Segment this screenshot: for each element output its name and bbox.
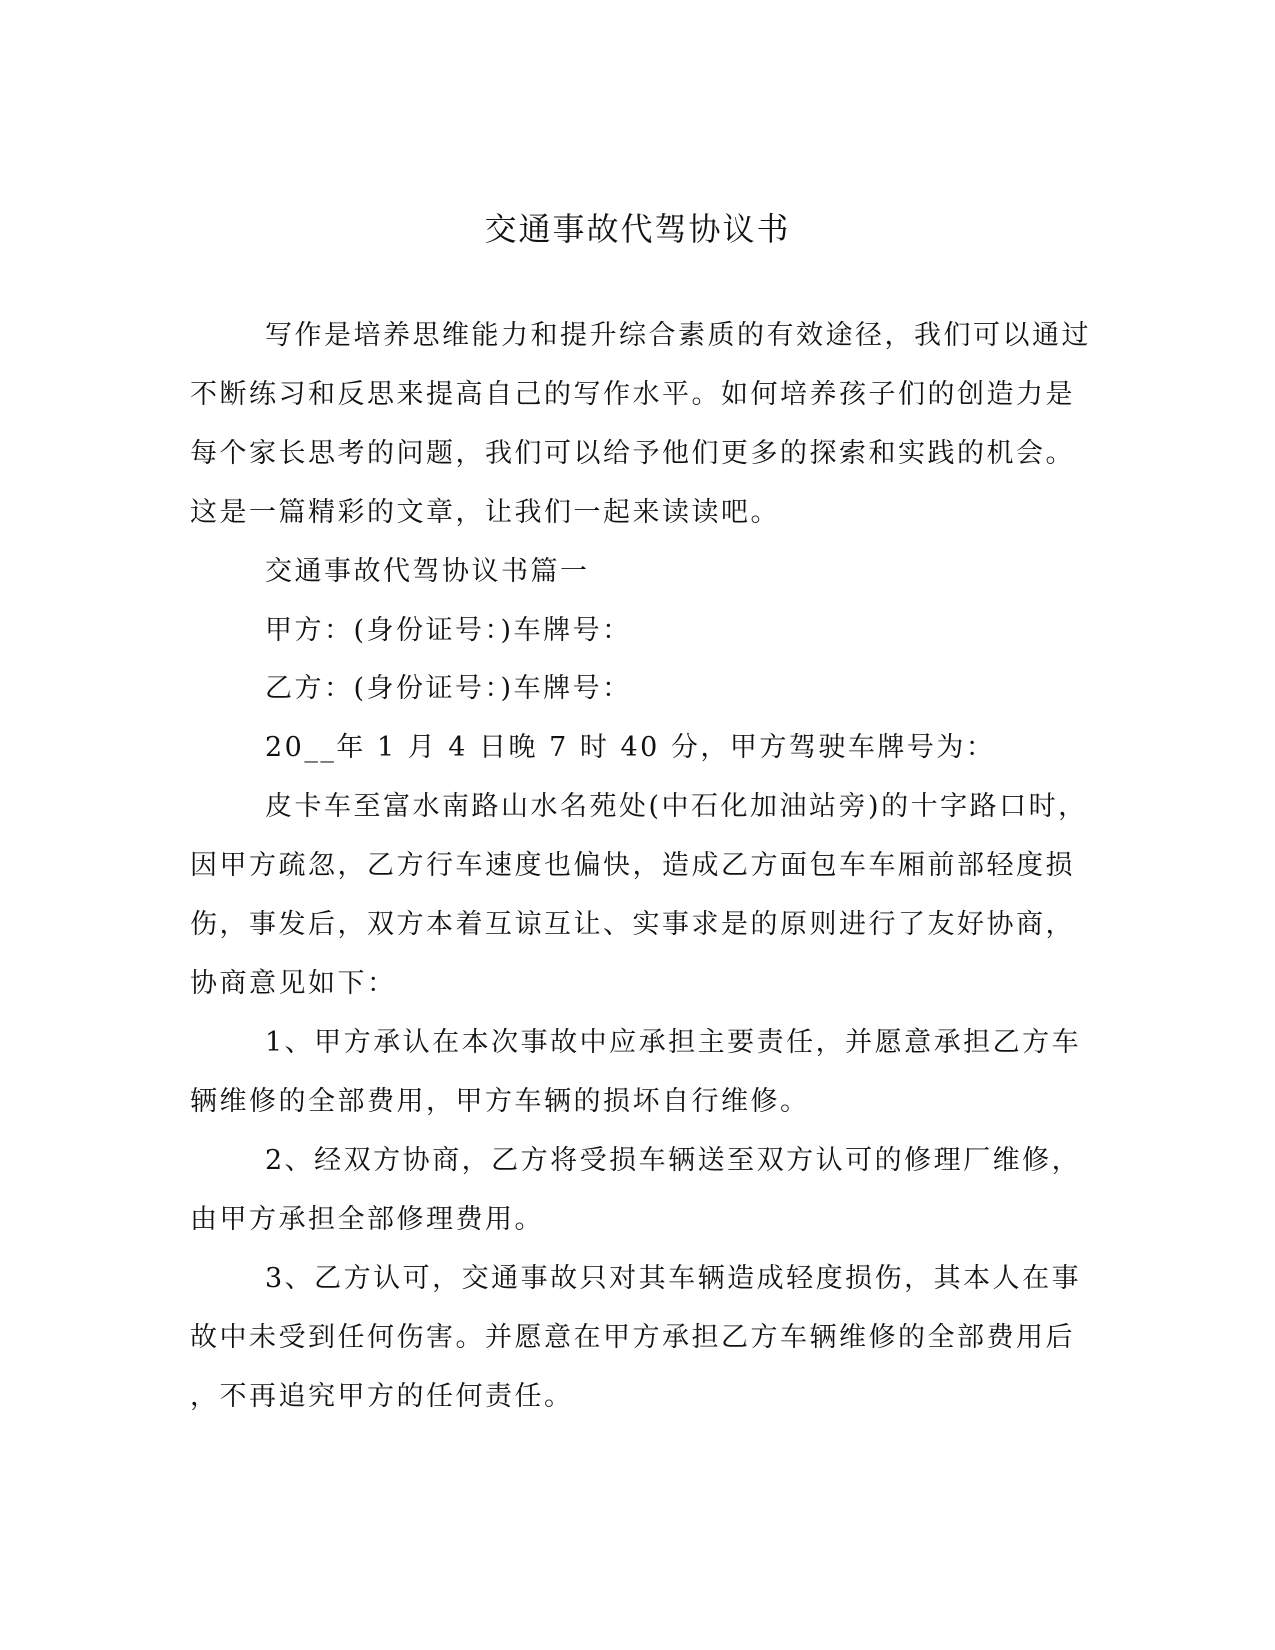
- party-b-line: 乙方：(身份证号：)车牌号：: [265, 673, 632, 704]
- party-a-line: 甲方：(身份证号：)车牌号：: [265, 615, 632, 646]
- paragraph-line: 因甲方疏忽，乙方行车速度也偏快，造成乙方面包车车厢前部轻度损: [190, 850, 1075, 881]
- paragraph-line: 伤，事发后，双方本着互谅互让、实事求是的原则进行了友好协商，: [190, 909, 1075, 940]
- paragraph-line: 写作是培养思维能力和提升综合素质的有效途径，我们可以通过: [265, 320, 1091, 351]
- date-line: 20__年 1 月 4 日晚 7 时 40 分，甲方驾驶车牌号为：: [265, 732, 996, 763]
- paragraph-line: 协商意见如下：: [190, 968, 397, 999]
- clause-2-line: 2、经双方协商，乙方将受损车辆送至双方认可的修理厂维修，: [265, 1145, 1082, 1176]
- clause-2-line: 由甲方承担全部修理费用。: [190, 1204, 544, 1235]
- clause-3-line: 3、乙方认可，交通事故只对其车辆造成轻度损伤，其本人在事: [265, 1263, 1082, 1294]
- paragraph-line: 不断练习和反思来提高自己的写作水平。如何培养孩子们的创造力是: [190, 379, 1075, 410]
- paragraph-line: 皮卡车至富水南路山水名苑处(中石化加油站旁)的十字路口时，: [265, 791, 1088, 822]
- paragraph-line: 这是一篇精彩的文章，让我们一起来读读吧。: [190, 497, 780, 528]
- clause-1-line: 辆维修的全部费用，甲方车辆的损坏自行维修。: [190, 1086, 810, 1117]
- paragraph-line: 每个家长思考的问题，我们可以给予他们更多的探索和实践的机会。: [190, 438, 1075, 469]
- document-title: 交通事故代驾协议书: [484, 210, 791, 248]
- section-heading: 交通事故代驾协议书篇一: [265, 556, 590, 587]
- clause-1-line: 1、甲方承认在本次事故中应承担主要责任，并愿意承担乙方车: [265, 1027, 1082, 1058]
- clause-3-line: 故中未受到任何伤害。并愿意在甲方承担乙方车辆维修的全部费用后: [190, 1322, 1075, 1353]
- clause-3-line: ，不再追究甲方的任何责任。: [190, 1381, 574, 1412]
